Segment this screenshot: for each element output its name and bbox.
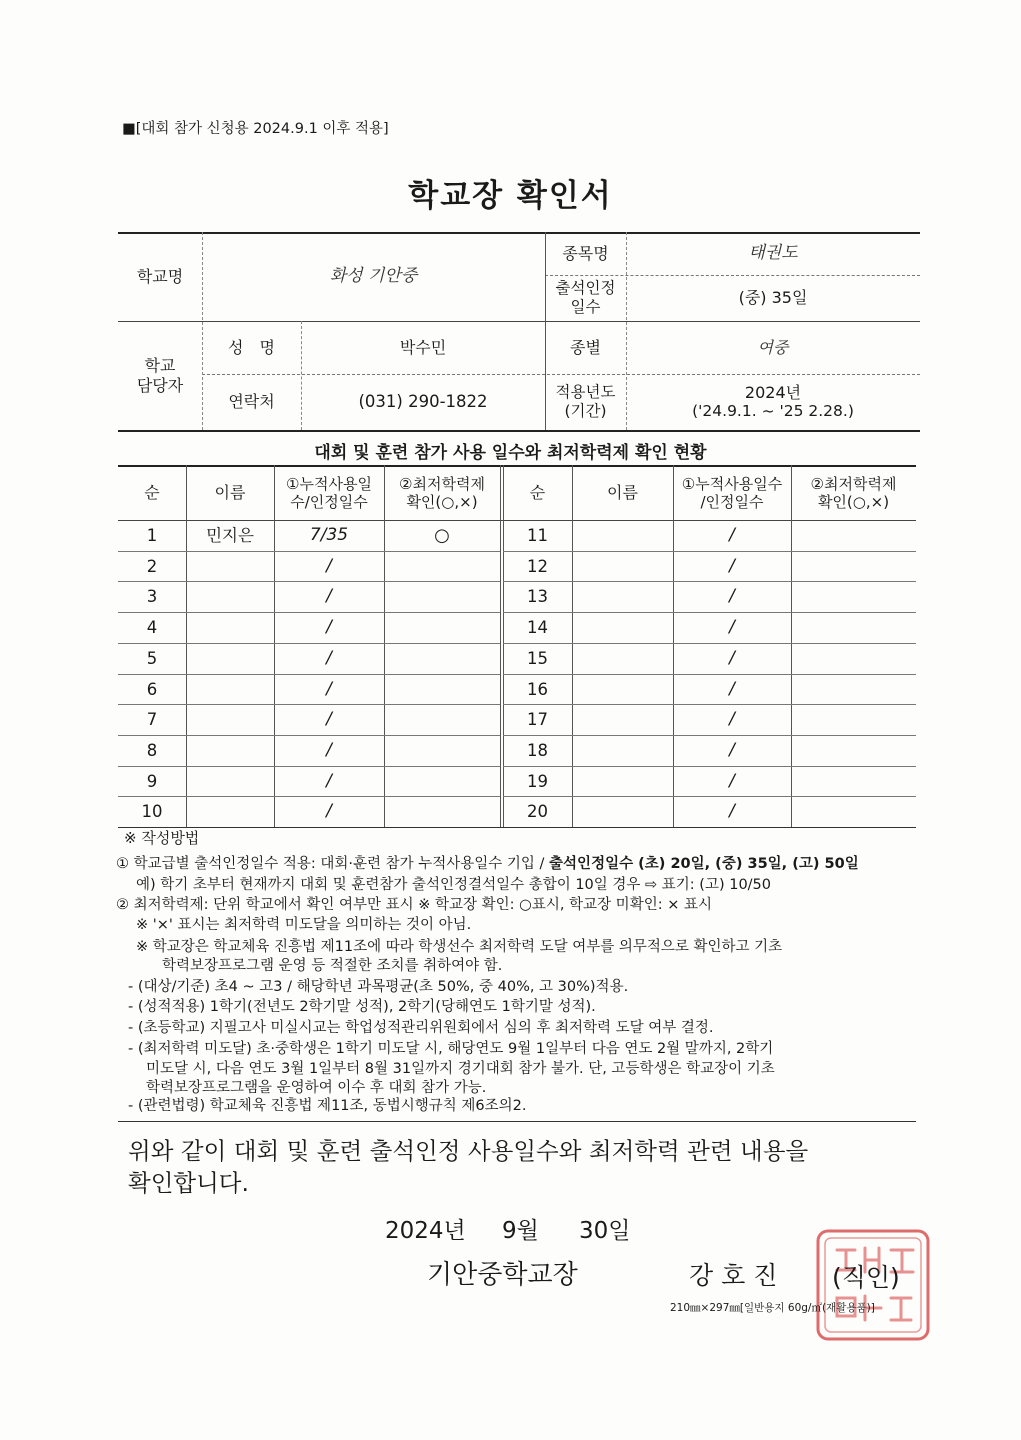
right-row-20-days: /: [729, 801, 735, 822]
left-row-8-check: [384, 735, 500, 766]
left-row-5-no: 5: [146, 648, 158, 668]
year-label: 적용년도 (기간): [555, 383, 616, 420]
right-row-20-name: [572, 796, 673, 827]
instruction-line-4: ※ '×' 표시는 최저학력 미도달을 의미하는 것이 아님.: [136, 917, 472, 933]
right-row-12-no: 12: [527, 556, 548, 576]
left-row-10-name: [186, 796, 274, 827]
right-row-19-name: [572, 766, 673, 797]
seal-label: (직인): [832, 1263, 900, 1292]
right-row-17-check: [791, 704, 916, 735]
date-day: 30일: [579, 1218, 631, 1244]
left-row-1-no: 1: [146, 525, 158, 545]
right-row-13-days: /: [729, 586, 735, 607]
right-row-11-no: 11: [527, 525, 548, 545]
instruction-line-9: - (초등학교) 지필고사 미실시교는 학업성적관리위원회에서 심의 후 최저학력 도달 여부 결정.: [128, 1020, 714, 1036]
right-row-13-check: [791, 581, 916, 612]
date-year: 2024년: [385, 1218, 466, 1244]
instruction-line-10: - (최저학력 미도달) 초·중학생은 1학기 미도달 시, 해당연도 9월 1일부터 다음 연도 2월 말까지, 2학기: [128, 1041, 774, 1057]
instruction-line-11: 미도달 시, 다음 연도 3월 1일부터 8월 31일까지 경기대회 참가 불가. 단, 고등학생은 학교장이 기초: [146, 1061, 775, 1077]
right-row-12-check: [791, 551, 916, 582]
header-note: ■[대회 참가 신청용 2024.9.1 이후 적용]: [122, 121, 389, 137]
left-row-3-check: [384, 581, 500, 612]
right-row-16-no: 16: [527, 679, 548, 699]
left-row-6-check: [384, 674, 500, 705]
instruction-line-6: 학력보장프로그램 운영 등 적절한 조치를 취하여야 함.: [162, 958, 503, 974]
left-row-9-check: [384, 766, 500, 797]
sport-value: 태권도: [748, 243, 798, 264]
name-value: 박수민: [399, 337, 447, 357]
header-check: ②최저학력제 확인(○,×): [399, 474, 485, 511]
left-row-8-name: [186, 735, 274, 766]
left-row-2-no: 2: [146, 556, 158, 576]
left-row-7-no: 7: [146, 709, 158, 729]
instruction-line-1b: 출석인정일수 (초) 20일, (중) 35일, (고) 50일: [549, 856, 859, 872]
header-days-2: ①누적사용일수 /인정일수: [681, 474, 783, 511]
header-name: 이름: [214, 482, 246, 502]
right-row-18-no: 18: [527, 740, 548, 760]
left-row-9-days: /: [326, 771, 332, 792]
name-label: 성 명: [228, 337, 275, 357]
instruction-line-1: [116, 857, 859, 873]
instruction-line-3: ② 최저학력제: 단위 학교에서 확인 여부만 표시 ※ 학교장 확인: ○표시, 학교장 미확인: × 표시: [116, 897, 712, 913]
year-value: 2024년: [744, 383, 802, 403]
gender-value: 여중: [757, 337, 789, 357]
manager-label: 학교 담당자: [136, 356, 184, 395]
right-row-17-days: /: [729, 709, 735, 730]
left-row-5-days: /: [326, 648, 332, 669]
right-row-14-check: [791, 612, 916, 643]
left-row-9-name: [186, 766, 274, 797]
left-row-8-days: /: [326, 740, 332, 761]
left-row-4-check: [384, 612, 500, 643]
left-row-10-no: 10: [141, 801, 163, 821]
left-row-5-name: [186, 643, 274, 674]
right-row-19-days: /: [729, 771, 735, 792]
signer-school: 기안중학교장: [427, 1260, 578, 1290]
left-row-2-days: /: [326, 556, 332, 577]
days-value: (중) 35일: [738, 288, 808, 308]
right-row-15-name: [572, 643, 673, 674]
left-row-10-check: [384, 796, 500, 827]
header-no-2: 순: [529, 482, 546, 502]
left-row-1-name: 민지은: [206, 525, 254, 545]
right-row-18-name: [572, 735, 673, 766]
page-title: 학교장 확인서: [408, 178, 613, 214]
gender-label: 종별: [570, 337, 601, 357]
right-row-11-days: /: [729, 525, 735, 546]
right-row-18-check: [791, 735, 916, 766]
right-row-14-name: [572, 612, 673, 643]
right-row-19-check: [791, 766, 916, 797]
year-value-box: [626, 374, 920, 430]
sport-label: 종목명: [562, 243, 609, 263]
right-row-15-check: [791, 643, 916, 674]
section-title: 대회 및 훈련 참가 사용 일수와 최저학력제 확인 현황: [314, 443, 707, 463]
instruction-line-8: - (성적적용) 1학기(전년도 2학기말 성적), 2학기(당해연도 1학기말 성적).: [128, 999, 596, 1015]
right-row-16-name: [572, 674, 673, 705]
contact-label: 연락처: [228, 392, 275, 412]
right-row-14-no: 14: [527, 617, 548, 637]
right-row-17-name: [572, 704, 673, 735]
left-row-2-name: [186, 551, 274, 582]
header-days: ①누적사용일 수/인정일수: [286, 474, 372, 511]
left-row-10-days: /: [326, 801, 332, 822]
date-month: 9월: [502, 1218, 539, 1244]
right-row-17-no: 17: [527, 709, 548, 729]
left-row-7-days: /: [326, 709, 332, 730]
left-row-7-check: [384, 704, 500, 735]
left-row-7-name: [186, 704, 274, 735]
right-row-12-days: /: [729, 556, 735, 577]
right-row-13-name: [572, 581, 673, 612]
paper-note: 210㎜×297㎜[일반용지 60g/㎡(재활용품)]: [670, 1302, 875, 1314]
school-value: 화성 기안중: [329, 266, 418, 287]
instruction-line-12: 학력보장프로그램을 운영하여 이수 후 대회 참가 가능.: [146, 1080, 487, 1096]
instruction-line-1a: ① 학교급별 출석인정일수 적용: 대회·훈련 참가 누적사용일수 기입 /: [116, 856, 550, 872]
header-check-2: ②최저학력제 확인(○,×): [810, 474, 897, 511]
right-row-13-no: 13: [527, 586, 548, 606]
header-no: 순: [144, 482, 160, 502]
instructions-heading: ※ 작성방법: [124, 829, 200, 847]
left-row-1-check: ○: [434, 524, 450, 546]
right-row-16-check: [791, 674, 916, 705]
left-row-8-no: 8: [146, 740, 158, 760]
contact-value: (031) 290-1822: [358, 392, 488, 412]
confirm-line-1: 위와 같이 대회 및 훈련 출석인정 사용일수와 최저학력 관련 내용을: [128, 1137, 809, 1165]
right-row-12-name: [572, 551, 673, 582]
right-row-20-no: 20: [527, 801, 548, 821]
left-row-5-check: [384, 643, 500, 674]
left-row-4-no: 4: [146, 617, 158, 637]
instruction-line-13: - (관련법령) 학교체육 진흥법 제11조, 동법시행규칙 제6조의2.: [128, 1098, 527, 1114]
right-row-16-days: /: [729, 679, 735, 700]
instruction-line-7: - (대상/기준) 초4 ~ 고3 / 해당학년 과목평균(초 50%, 중 40%, 고 30%)적용.: [128, 979, 629, 995]
right-row-20-check: [791, 796, 916, 827]
left-row-4-days: /: [326, 617, 332, 638]
header-name-2: 이름: [607, 482, 638, 502]
left-row-6-days: /: [326, 679, 332, 700]
right-row-14-days: /: [729, 617, 735, 638]
signer-name: 강 호 진: [689, 1261, 778, 1290]
left-row-3-name: [186, 581, 274, 612]
right-row-15-days: /: [729, 648, 735, 669]
right-row-11-check: [791, 520, 916, 551]
year-period: ('24.9.1. ~ '25 2.28.): [692, 402, 854, 421]
instruction-line-2: 예) 학기 초부터 현재까지 대회 및 훈련참가 출석인정결석일수 총합이 10일 경우 ⇨ 표기: (고) 10/50: [136, 877, 772, 893]
left-row-1-days: 7/35: [309, 525, 349, 546]
days-label: 출석인정 일수: [555, 279, 616, 316]
left-row-6-no: 6: [146, 679, 158, 699]
right-row-18-days: /: [729, 740, 735, 761]
left-row-3-no: 3: [146, 586, 158, 606]
confirm-line-2: 확인합니다.: [128, 1169, 249, 1197]
right-row-11-name: [572, 520, 673, 551]
instruction-line-5: ※ 학교장은 학교체육 진흥법 제11조에 따라 학생선수 최저학력 도달 여부를 의무적으로 확인하고 기초: [136, 939, 783, 955]
right-row-19-no: 19: [527, 771, 548, 791]
left-row-4-name: [186, 612, 274, 643]
left-row-3-days: /: [326, 586, 332, 607]
school-label: 학교명: [136, 266, 184, 286]
left-row-2-check: [384, 551, 500, 582]
right-row-15-no: 15: [527, 648, 548, 668]
left-row-6-name: [186, 674, 274, 705]
left-row-9-no: 9: [146, 771, 158, 791]
